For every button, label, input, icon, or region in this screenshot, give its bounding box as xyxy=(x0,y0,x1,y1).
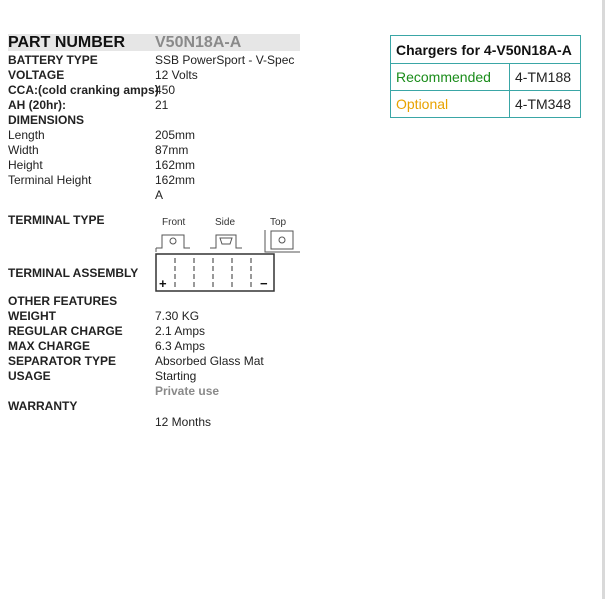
side-view-label: Side xyxy=(215,217,236,228)
weight-label: WEIGHT xyxy=(8,309,56,323)
cca-label: CCA:(cold cranking amps) xyxy=(8,83,159,97)
usage-value: Starting xyxy=(155,369,197,383)
part-number-value: V50N18A-A xyxy=(155,34,242,51)
voltage-value: 12 Volts xyxy=(155,68,198,82)
terminal-code-value: A xyxy=(155,188,164,202)
ah-label: AH (20hr): xyxy=(8,98,67,112)
separator-type-label: SEPARATOR TYPE xyxy=(8,354,117,368)
charger-row-recommended xyxy=(391,64,581,91)
battery-type-label: BATTERY TYPE xyxy=(8,53,98,67)
side-terminal-icon xyxy=(210,235,242,248)
chargers-title: Chargers for 4-V50N18A-A xyxy=(391,36,581,64)
top-terminal-icon xyxy=(265,230,300,252)
height-label: Height xyxy=(8,158,43,172)
width-label: Width xyxy=(8,143,39,157)
charger-type-optional: Optional xyxy=(391,91,510,118)
terminal-height-value: 162mm xyxy=(155,173,196,187)
regular-charge-label: REGULAR CHARGE xyxy=(8,324,123,338)
charger-model-recommended[interactable]: 4-TM188 xyxy=(510,64,581,91)
chargers-table xyxy=(390,35,581,118)
charger-type-recommended: Recommended xyxy=(391,64,510,91)
part-number-label: PART NUMBER xyxy=(8,34,126,51)
terminal-assembly-diagram xyxy=(150,250,280,296)
voltage-label: VOLTAGE xyxy=(8,68,65,82)
length-value: 205mm xyxy=(155,128,196,142)
battery-type-value: SSB PowerSport - V-Spec xyxy=(155,53,295,67)
warranty-label: WARRANTY xyxy=(8,399,78,413)
terminal-assembly-label: TERMINAL ASSEMBLY xyxy=(8,266,139,280)
usage-label: USAGE xyxy=(8,369,51,383)
terminal-type-diagram xyxy=(150,214,302,254)
width-value: 87mm xyxy=(155,143,189,157)
charger-model-optional[interactable]: 4-TM348 xyxy=(510,91,581,118)
cca-value: 450 xyxy=(155,83,176,97)
negative-terminal-mark: − xyxy=(260,276,268,291)
chargers-table-header xyxy=(391,36,581,64)
terminal-height-label: Terminal Height xyxy=(8,173,92,187)
other-features-label: OTHER FEATURES xyxy=(8,294,118,308)
charger-row-optional xyxy=(391,91,581,118)
height-value: 162mm xyxy=(155,158,196,172)
top-view-label: Top xyxy=(270,217,287,228)
ah-value: 21 xyxy=(155,98,169,112)
front-view-label: Front xyxy=(162,217,186,228)
length-label: Length xyxy=(8,128,45,142)
usage-extra-value: Private use xyxy=(155,384,220,398)
regular-charge-value: 2.1 Amps xyxy=(155,324,206,338)
positive-terminal-mark: + xyxy=(159,276,167,291)
separator-type-value: Absorbed Glass Mat xyxy=(155,354,264,368)
max-charge-label: MAX CHARGE xyxy=(8,339,91,353)
dimensions-label: DIMENSIONS xyxy=(8,113,85,127)
max-charge-value: 6.3 Amps xyxy=(155,339,206,353)
weight-value: 7.30 KG xyxy=(155,309,200,323)
terminal-type-label: TERMINAL TYPE xyxy=(8,213,105,227)
warranty-value: 12 Months xyxy=(155,415,212,429)
